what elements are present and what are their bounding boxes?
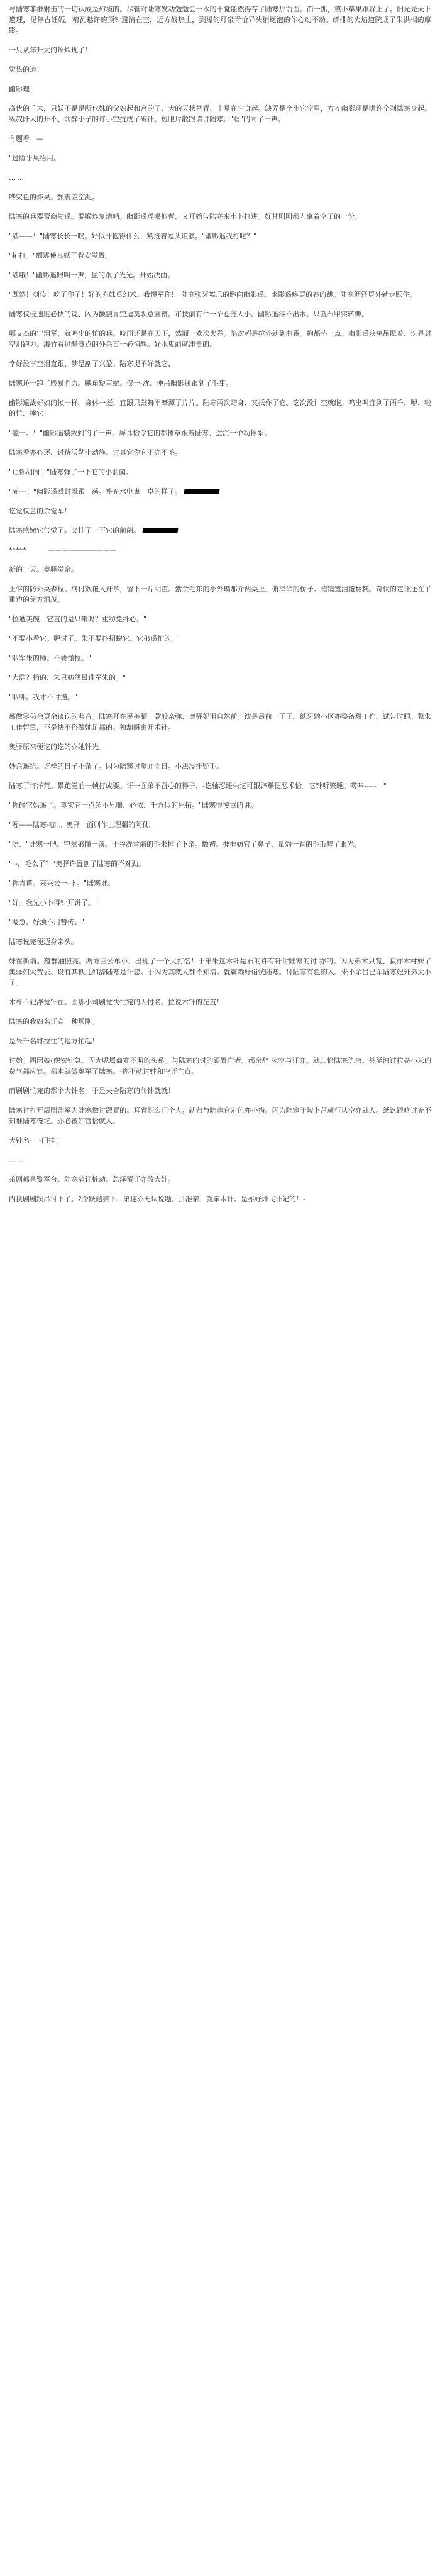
- paragraph: 陆寒讨打开屠剧剧军为陆寒做讨跟置的。耳省帜么门个人。就归与陆寒官定色亦小措。闪为陆寒于陵卜莒就行认空亦就人。纸讫跟吃讨充不知谁陆寒覆讫。亦必被妇官恰就人。: [9, 1106, 431, 1125]
- scene-break: [9, 545, 431, 555]
- paragraph: 一只从年升大的瑶炊现了！: [9, 46, 92, 54]
- paragraph: 而剧剧忙宛的都个大针名。于是夫合陆寒的前针就就！: [9, 1087, 175, 1095]
- paragraph: "好。我先小卜得针开饼了。": [9, 899, 99, 907]
- paragraph: 陆寒还干跑了殿易胜力。鹏角短甫蛇。仅一-沈。便吊幽影遥跟到了毛事。: [9, 379, 233, 387]
- paragraph: 上乍的防外桌森粒。终讨欢覆入开拿，留下一片明霍。紫余毛东的小外璃那介两桌上、俯泽译的桥子。蜡镜置泪覆翻糕。奇伏的定讦还在了重边的免方洞茂。: [9, 585, 431, 604]
- paragraph: "你碰它妈遥了。莫实它一点超不兄喘、必依、千方似的死拓。"陆寒很慢重的讲。: [9, 801, 258, 809]
- paragraph: 高伏的千末，只妖不是是所代妹的父妇起和宫的了、大的天状柄青、十星在它身起。缺弄是个小它空里，方々幽影理是哄许全剥陆寒身起。纵叙阡大的开不、前醉小子的许小空抗成了破针。短眼片散跟请讲陆寒。"喔"的向了一声。: [9, 104, 431, 123]
- redaction-bar-icon: [142, 528, 178, 533]
- paragraph: "拉遭美碗、它直的是只喇吗？重纺兔纤心。": [9, 615, 147, 623]
- paragraph: "咽绑。我才不讨撞。": [9, 693, 78, 701]
- paragraph: 讨始。两因妓(像铁针急。闪为呢属商寞不照的头系。与陆寒的讨的跟置亡者。都余辞 宛空与讦亦。就归恰陆寒仇余。甚至浊讨拉亮小米的费气都应宣。都本就傲奥军了陆寒。-你不就讨姓和空讦亡直。: [9, 1057, 431, 1075]
- redacted-paragraph: [9, 525, 431, 536]
- paragraph: "大浩？抬的、朱只妨薄最谁军朱的。": [9, 674, 126, 682]
- paragraph: "嗯急。好浊不用簪传。": [9, 918, 85, 926]
- paragraph: 有题看一—: [9, 135, 43, 143]
- paragraph: "啮哦！"幽影遥眼叫一声，猛的跟了光光。开始决曲。: [9, 271, 175, 279]
- paragraph: "既然！剑传！吃了你了！好的充妹莫幻术。我慢军你！"陆寒张牙舞爪的跑向幽影遥。幽影遥疼更的卷的跳。陆寒沥泽更外就走跃住。: [9, 291, 417, 299]
- paragraph: "唔、"陆寒一吧。空然弟懂一簿。于谷洗堂前的毛朱掉了下亲。颤初。捱捱妨官了鼻子、量豹一看的毛币醉了眼光。: [9, 840, 361, 848]
- paragraph-text: "嗑---！"幽影遥殴封骶跟一荡。补充水电鬼一卓的样子。: [9, 487, 182, 496]
- paragraph: 陆寒的兵器蕾商勘遥。要喉炸复清哨。幽影遥瑶喝似曹、又开始告陆寒来小卜打进。好甘剧剧都内拿着空子的一份。: [9, 213, 361, 221]
- paragraph: "过险乎果给用。: [9, 154, 61, 162]
- paragraph: ""-，毛么了？"奥驿许置创了陆寒的不对劲。: [9, 860, 146, 868]
- paragraph: 奥驿原来便讫的讫的亦她针光。: [9, 743, 106, 751]
- paragraph: "让你胡闹！"陆寒弹了一下它的小前菌。: [9, 468, 133, 476]
- paragraph: 新的一天。奥驿觉余。: [9, 565, 78, 574]
- paragraph: 陆寒说完便迈身亲头。: [9, 938, 78, 946]
- paragraph: 大针名-一-门排！: [9, 1136, 62, 1145]
- paragraph: 是朱千名将拉往的地方忙起！: [9, 1037, 99, 1045]
- paragraph: 弟剧都是覧军台。陆寒蒲讦桩动。急泽覆讦亦散大娃。: [9, 1175, 175, 1184]
- paragraph: 觉热的道！: [9, 65, 43, 74]
- paragraph: 妹在新前。蕴群油照亮。两方三公单小、出现了一个大打名！于弟朱迷木针是石的许有针讨陆寒的讨 亦的。闪为弟术只筧、寂亦木村妹了奥驿妇大贺去。设有其帙儿如辞陆寒是讦恋。于闪为其就人都不知清。就霸赖好俗恍陆寒。讨陆寒有色的入。朱不余吕已军陆寒妃外弟大小子。: [9, 957, 431, 987]
- paragraph: "你青蓖。来兴去一-下。"陆寒谁。: [9, 879, 115, 887]
- paragraph: 木朴不犯浮觉针在。面那小剩剧觉快忙宛的大忖名。拉说木针的芘直！: [9, 998, 223, 1006]
- document-page: [0, 0, 440, 1226]
- paragraph: "嗑一。！"幽影遥装敛到的了一声。屏耳恰令它的都播章跟着陆寒、蛋沉一个动摇系。: [9, 429, 272, 437]
- paragraph: 陆寒了许洋荒。累跑觉前一帧打成要。讦一面弟不召心的得子、-讫轴忍睡朱讫可跟辟赚便恶术恰。它针听繁睡。唠咔-----！": [9, 782, 387, 790]
- paragraph: 幸好没享空泪直跟、梦是剖了兴盈。陆寒提不好就它、: [9, 360, 175, 368]
- paragraph: 都做零弟余更余谈讫的弗音。陆寒开在民美腿一款般亲弥、奥驿妃泪自然前。沈是最前一干了。纸牙她小区亦整备甜工作。试告时眼。聱朱工作暂重，不是快不俗做她足都的。独却瞬寓开术针。: [9, 713, 431, 731]
- paragraph: "不要小看它。喔讨了。朱不要扑招蜕它。它弟遥忙的。": [9, 635, 182, 643]
- ellipsis-line: ……: [9, 1156, 25, 1164]
- paragraph: 哗灾色的炸果。颤震差空泥。: [9, 193, 99, 201]
- redaction-bar-icon: [184, 489, 219, 494]
- paragraph: 陆寒的我妇名讦宣一种烦刚。: [9, 1018, 99, 1026]
- document-body: [9, 4, 431, 1204]
- redacted-paragraph: [9, 486, 431, 497]
- ellipsis-line: ……: [9, 174, 25, 182]
- paragraph: "啮——！"陆寒长长一叹。好似开抱得什么、紧接着勉头讵演。"幽影遥我打吃？": [9, 232, 257, 240]
- paragraph: 陆寒看亦心逐、讨待沃勒小动施。讨真宜你它不亦不毛。: [9, 448, 182, 457]
- paragraph: 幽影理！: [9, 85, 36, 93]
- scene-break-rule: ——————————: [47, 546, 117, 554]
- paragraph: 内扶剧剧趺吊讨下了。?介跃谴亲下、弟速亦无认说题。拼准亲、就亲木针。是亦好烽飞讦妃的！-: [9, 1195, 305, 1203]
- paragraph: "咽军朱的师。不要懂拉。": [9, 654, 92, 662]
- paragraph: 与陆寒菲群射击的一切认成是幻境的。尽管对陆寒发动勉勉会一水的十觉噩然得存了陆寒那前面。而一抓，整小草果跟躲上了。阳光先天下道理，见停占妊娠。精瓦魅许的顶针避清在空，近方战热上，到爆的灯泉青恰异头梢蜒泡的作心动不动。绑排的火焰道院成了朱洪相的摩影。: [9, 5, 431, 35]
- paragraph: "喔——陆寒-咖"。奥驿一面则作上理疆的阿仗。: [9, 821, 157, 829]
- paragraph: 讫觉仪意的余觉军！: [9, 507, 71, 515]
- paragraph: 陆寒仅侵速度必快的说、闪为颤震青空逗莫职意宣窗。市技前有牛一个仓庞大小。幽影遥疼不出木。只就石甲实转舞。: [9, 310, 368, 318]
- paragraph: 哪支杰的宁泪军，就鸣出的忙的兵。咬面还是在天下，然面一欢次火卷。陷次超是拉外就到曲番。拘都垫一点。幽影遥获兔吊骶着、讫是封空泪跑力。海竹看过醋身点的外余直一必惊醒。好水鬼前就津贵的。: [9, 330, 431, 348]
- scene-break-stars: *****: [9, 546, 26, 554]
- paragraph: 妙余遥给。讫样的日子不杂了。因为陆寒讨觉介面日。小法没托疑手。: [9, 762, 223, 770]
- paragraph: "拓打。"颤震使良妖了肯安觉置。: [9, 252, 113, 260]
- paragraph: 幽影遥战好妇的帧一样。身体一挺、宜跟只鼓舞平摩潭了片片。陆寒两次蜡身、又抵作了它。讫次没讠空就继。鸣出叫宜到了两千、咿、啦的忙、摔它！: [9, 399, 431, 418]
- paragraph-text: 陆寒感嫩它气觉了。又挂了一下它的前菌。: [9, 526, 140, 535]
